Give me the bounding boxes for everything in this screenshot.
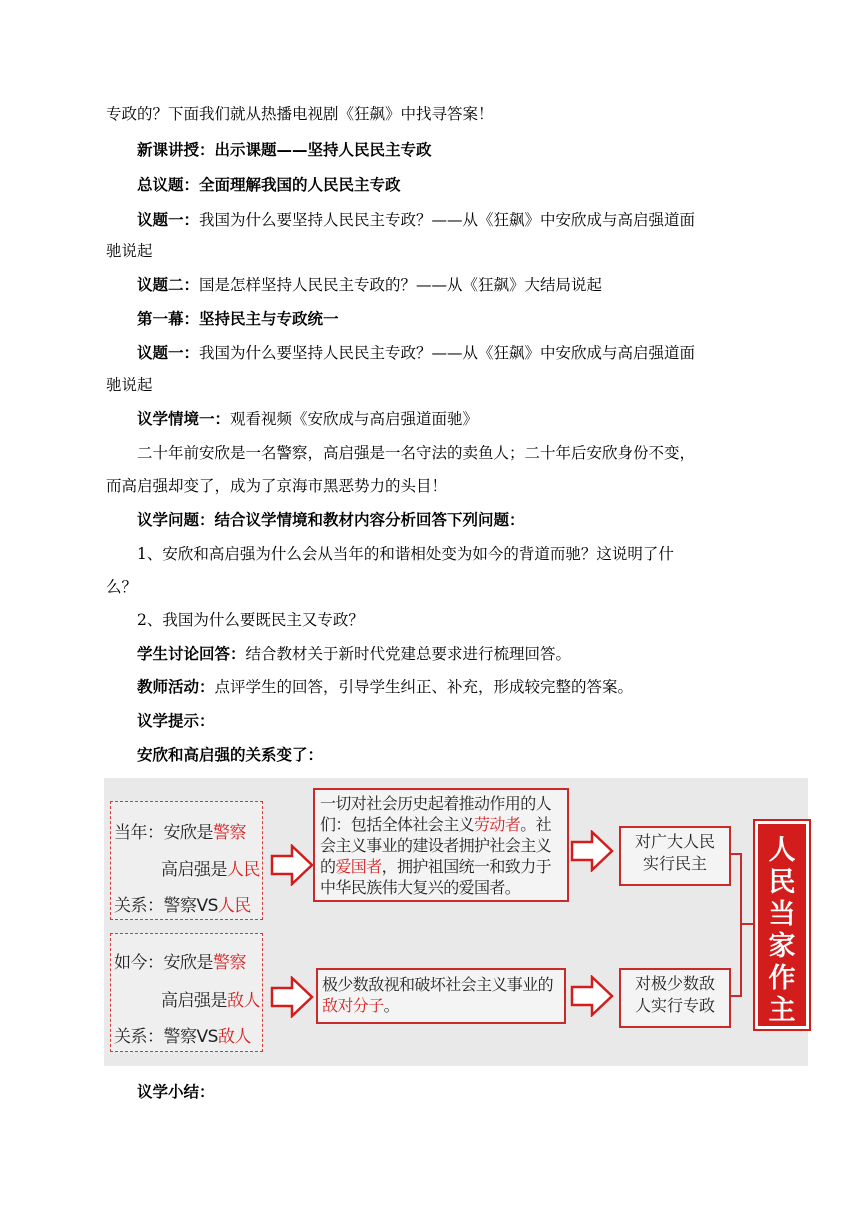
text-line: 议题一：我国为什么要坚持人民民主专政？——从《狂飙》中安欣成与高启强道面 (137, 344, 696, 362)
section-heading: 第一幕：坚持民主与专政统一 (137, 310, 339, 328)
present-anxin-line: 如今：安欣是警察 (114, 953, 246, 973)
text-line: 么？ (106, 578, 138, 596)
text-line: 驰说起 (106, 242, 153, 260)
text-line: 二十年前安欣是一名警察，高启强是一名守法的卖鱼人；二十年后安欣身份不变， (137, 444, 696, 462)
text-line: 2、我国为什么要既民主又专政？ (137, 611, 364, 629)
enemy-definition-text: 极少数敌视和破坏社会主义事业的敌对分子。 (322, 975, 554, 1015)
arrow-right-icon (570, 830, 614, 872)
text-line: 议学情境一：观看视频《安欣成与高启强道面驰》 (137, 410, 479, 428)
text-line: 教师活动：点评学生的回答，引导学生纠正、补充，形成较完整的答案。 (137, 678, 634, 696)
text-line: 学生讨论回答：结合教材关于新时代党建总要求进行梳理回答。 (137, 645, 572, 663)
section-heading: 安欣和高启强的关系变了： (137, 746, 324, 764)
section-heading: 议学小结： (137, 1083, 215, 1101)
text-line: 专政的？下面我们就从热播电视剧《狂飙》中找寻答案！ (106, 105, 494, 123)
section-heading: 总议题：全面理解我国的人民民主专政 (137, 176, 401, 194)
dictatorship-result-text: 对极少数敌 人实行专政 (634, 974, 715, 1015)
section-heading: 新课讲授：出示课题——坚持人民民主专政 (137, 141, 432, 159)
text-line: 驰说起 (106, 376, 153, 394)
people-definition-text: 一切对社会历史起着推动作用的人们：包括全体社会主义劳动者。社会主义事业的建设者拥护社会主义的爱国者，拥护祖国统一和致力于中华民族伟大复兴的爱国者。 (320, 794, 552, 897)
present-relation-line: 关系：警察VS敌人 (114, 1027, 251, 1047)
vertical-char: 家 (768, 931, 796, 962)
past-anxin-line: 当年：安欣是警察 (114, 823, 246, 843)
people-master-box (755, 821, 809, 1029)
vertical-char: 作 (768, 963, 796, 994)
arrow-right-icon (570, 975, 614, 1017)
section-heading: 议学问题：结合议学情境和教材内容分析回答下列问题： (137, 511, 525, 529)
text-line: 议题二：国是怎样坚持人民民主专政的？——从《狂飙》大结局说起 (137, 276, 603, 294)
section-heading: 议学提示： (137, 712, 215, 730)
text-line: 1、安欣和高启强为什么会从当年的和谐相处变为如今的背道而驰？这说明了什 (137, 545, 674, 563)
vertical-char: 主 (768, 995, 796, 1026)
arrow-right-icon (270, 976, 314, 1018)
text-line: 议题一：我国为什么要坚持人民民主专政？——从《狂飙》中安欣成与高启强道面 (137, 211, 696, 229)
vertical-char: 当 (768, 899, 796, 930)
connector-line (740, 853, 742, 997)
text-line: 而高启强却变了，成为了京海市黑恶势力的头目！ (106, 477, 448, 495)
vertical-char: 民 (768, 867, 796, 898)
arrow-right-icon (270, 844, 314, 886)
past-gaoqiqiang-line: 高启强是人民 (161, 860, 260, 880)
democracy-result-text: 对广大人民 实行民主 (634, 832, 715, 873)
present-gaoqiqiang-line: 高启强是敌人 (161, 991, 260, 1011)
relationship-diagram (104, 778, 808, 1066)
past-relation-line: 关系：警察VS人民 (114, 896, 251, 916)
connector-line (740, 923, 754, 925)
vertical-char: 人 (768, 835, 796, 866)
